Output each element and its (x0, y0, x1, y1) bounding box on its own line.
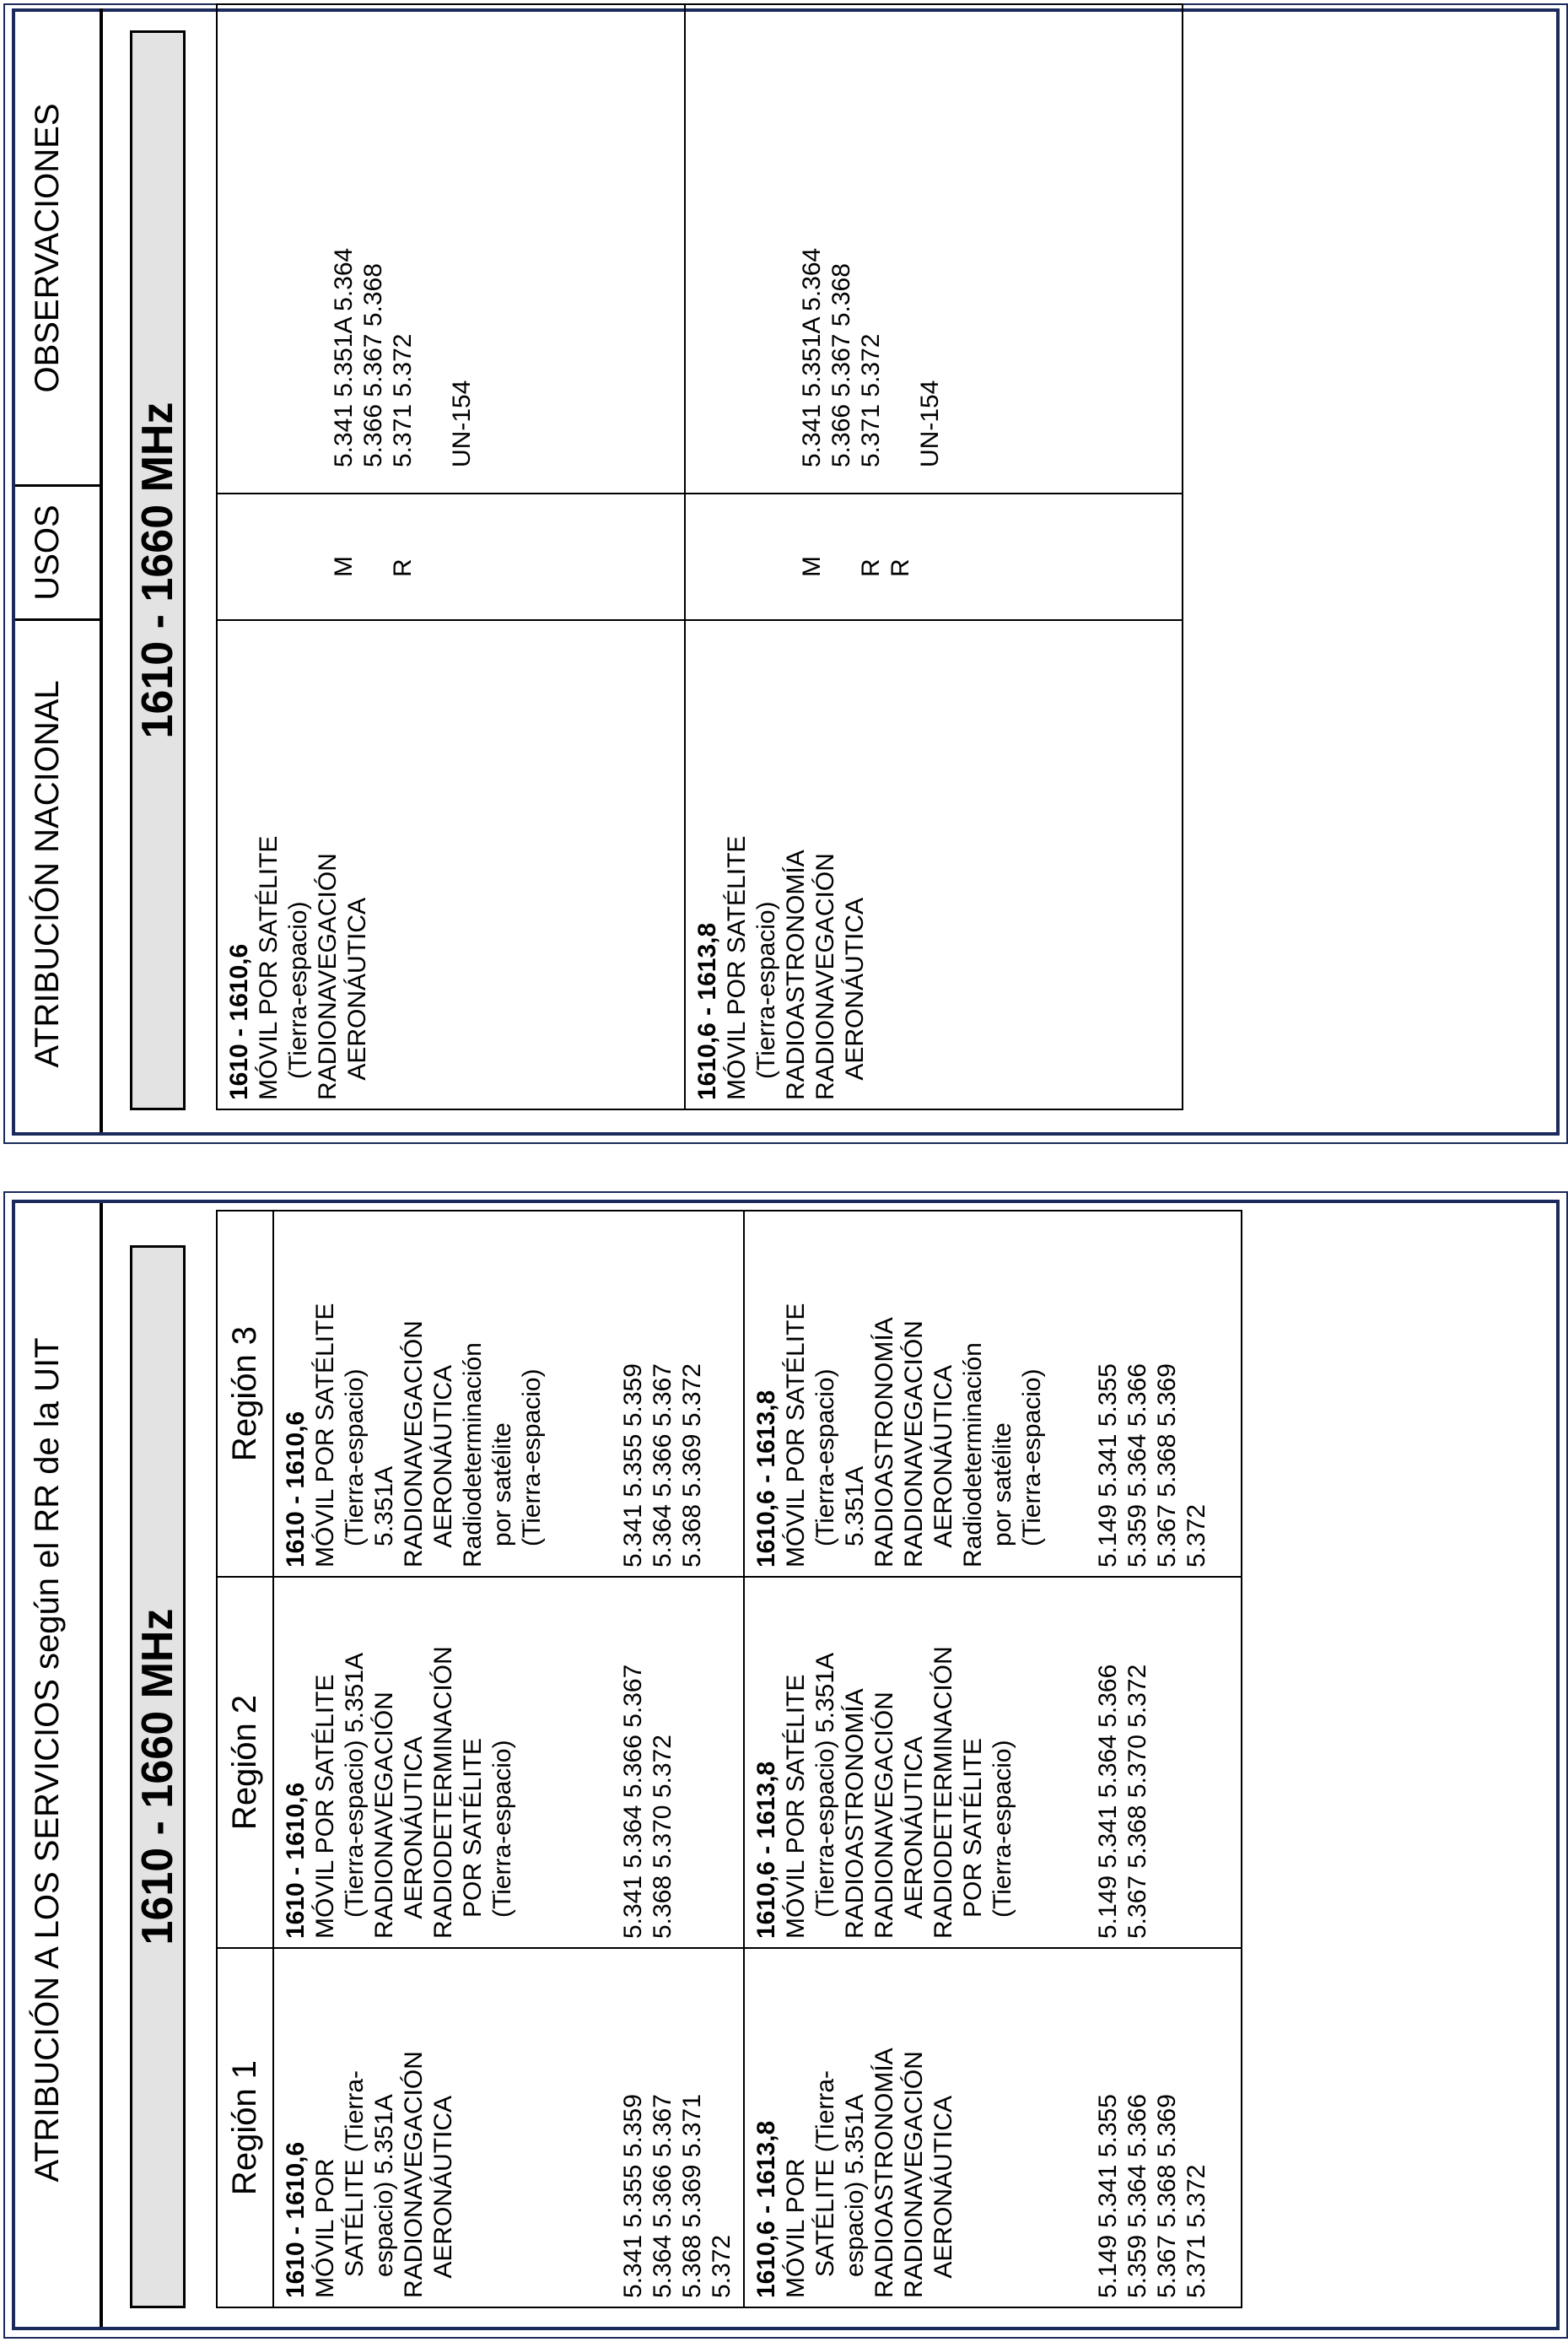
national-row-1 (217, 4, 685, 1109)
itu-title-separator (100, 1203, 103, 2327)
services-list: MÓVIL POR SATÉLITE (Tierra-espacio) 5.351A RADIOASTRONOMÍA RADIONAVEGACIÓN AERONÁUTICA Radiodeterminación por satélite (Tierra-espacio) (782, 1303, 1046, 1568)
itu-table (216, 1210, 1242, 2308)
itu-row-2 (744, 1211, 1242, 2307)
national-band-header: 1610 - 1660 MHz (130, 30, 186, 1110)
services-list: MÓVIL POR SATÉLITE (Tierra- espacio) 5.351A RADIOASTRONOMÍA RADIONAVEGACIÓN AERONÁUTICA (782, 2048, 957, 2298)
itu-row2-region1 (744, 1948, 1242, 2307)
itu-row1-region1 (273, 1948, 744, 2307)
itu-row-1 (273, 1211, 744, 2307)
footnotes: 5.149 5.341 5.364 5.366 5.367 5.368 5.370 5.372 (1094, 1664, 1151, 1939)
national-attribution-header: ATRIBUCIÓN NACIONAL (29, 680, 66, 1068)
national-row1-attribution (217, 620, 685, 1109)
region-2-header: Región 2 (217, 1577, 273, 1948)
itu-row1-region2 (273, 1577, 744, 1948)
band-name: 1610 - 1610,6 (225, 943, 253, 1100)
band-name: 1610,6 - 1613,8 (752, 2120, 780, 2298)
itu-title: ATRIBUCIÓN A LOS SERVICIOS según el RR de la UIT (29, 1337, 66, 2183)
header-divider-1 (15, 618, 100, 621)
services-list: MÓVIL POR SATÉLITE (Tierra-espacio) 5.351A RADIONAVEGACIÓN AERONÁUTICA RADIODETERMINACIÓN POR SATÉLITE (Tierra-espacio) (311, 1646, 516, 1939)
national-row2-attribution (685, 620, 1183, 1109)
national-row1-observations (217, 4, 685, 494)
national-observations-header: OBSERVACIONES (29, 103, 66, 393)
footnotes: 5.149 5.341 5.355 5.359 5.364 5.366 5.367 5.368 5.369 5.372 (1094, 1363, 1210, 1568)
header-divider-2 (15, 484, 100, 487)
band-name: 1610 - 1610,6 (282, 1411, 310, 1568)
footnotes: 5.149 5.341 5.355 5.359 5.364 5.366 5.367 5.368 5.369 5.371 5.372 (1094, 2094, 1210, 2298)
band-name: 1610,6 - 1613,8 (752, 1761, 780, 1939)
national-row1-uses (217, 494, 685, 620)
band-name: 1610,6 - 1613,8 (752, 1390, 780, 1568)
region-1-header: Región 1 (217, 1948, 273, 2307)
region-3-header: Región 3 (217, 1211, 273, 1577)
footnotes: 5.341 5.355 5.359 5.364 5.366 5.367 5.368 5.369 5.372 (619, 1363, 706, 1568)
band-name: 1610,6 - 1613,8 (693, 922, 721, 1100)
footnotes: 5.341 5.364 5.366 5.367 5.368 5.370 5.372 (619, 1664, 676, 1939)
itu-row2-region3 (744, 1211, 1242, 1577)
itu-row2-region2 (744, 1577, 1242, 1948)
services-list: MÓVIL POR SATÉLITE (Tierra-espacio) 5.351A RADIOASTRONOMÍA RADIONAVEGACIÓN AERONÁUTICA RADIODETERMINACIÓN POR SATÉLITE (Tierra-espacio) (782, 1646, 1016, 1939)
uses-codes: M R R (798, 556, 914, 577)
observations-text: 5.341 5.351A 5.364 5.366 5.367 5.368 5.371 5.372 UN-154 (798, 247, 944, 467)
footnotes: 5.341 5.355 5.359 5.364 5.366 5.367 5.368 5.369 5.371 5.372 (619, 2094, 736, 2298)
itu-band-header: 1610 - 1660 MHz (130, 1245, 186, 2308)
itu-row1-region3 (273, 1211, 744, 1577)
national-row-2 (685, 4, 1183, 1109)
national-table (216, 3, 1183, 1110)
national-row2-observations (685, 4, 1183, 494)
national-row2-uses (685, 494, 1183, 620)
services-list: MÓVIL POR SATÉLITE (Tierra-espacio) RADIOASTRONOMÍA RADIONAVEGACIÓN AERONÁUTICA (723, 835, 869, 1100)
uses-codes: M R (330, 556, 417, 577)
national-uses-header: USOS (29, 505, 66, 601)
band-name: 1610 - 1610,6 (282, 2141, 310, 2298)
itu-column-header-row (217, 1211, 273, 2307)
band-name: 1610 - 1610,6 (282, 1782, 310, 1939)
services-list: MÓVIL POR SATÉLITE (Tierra-espacio) RADIONAVEGACIÓN AERONÁUTICA (255, 835, 371, 1100)
services-list: MÓVIL POR SATÉLITE (Tierra- espacio) 5.351A RADIONAVEGACIÓN AERONÁUTICA (311, 2051, 457, 2298)
national-header-separator (100, 8, 103, 1132)
observations-text: 5.341 5.351A 5.364 5.366 5.367 5.368 5.371 5.372 UN-154 (330, 247, 476, 467)
services-list: MÓVIL POR SATÉLITE (Tierra-espacio) 5.351A RADIONAVEGACIÓN AERONÁUTICA Radiodeterminación por satélite (Tierra-espacio) (311, 1303, 546, 1568)
